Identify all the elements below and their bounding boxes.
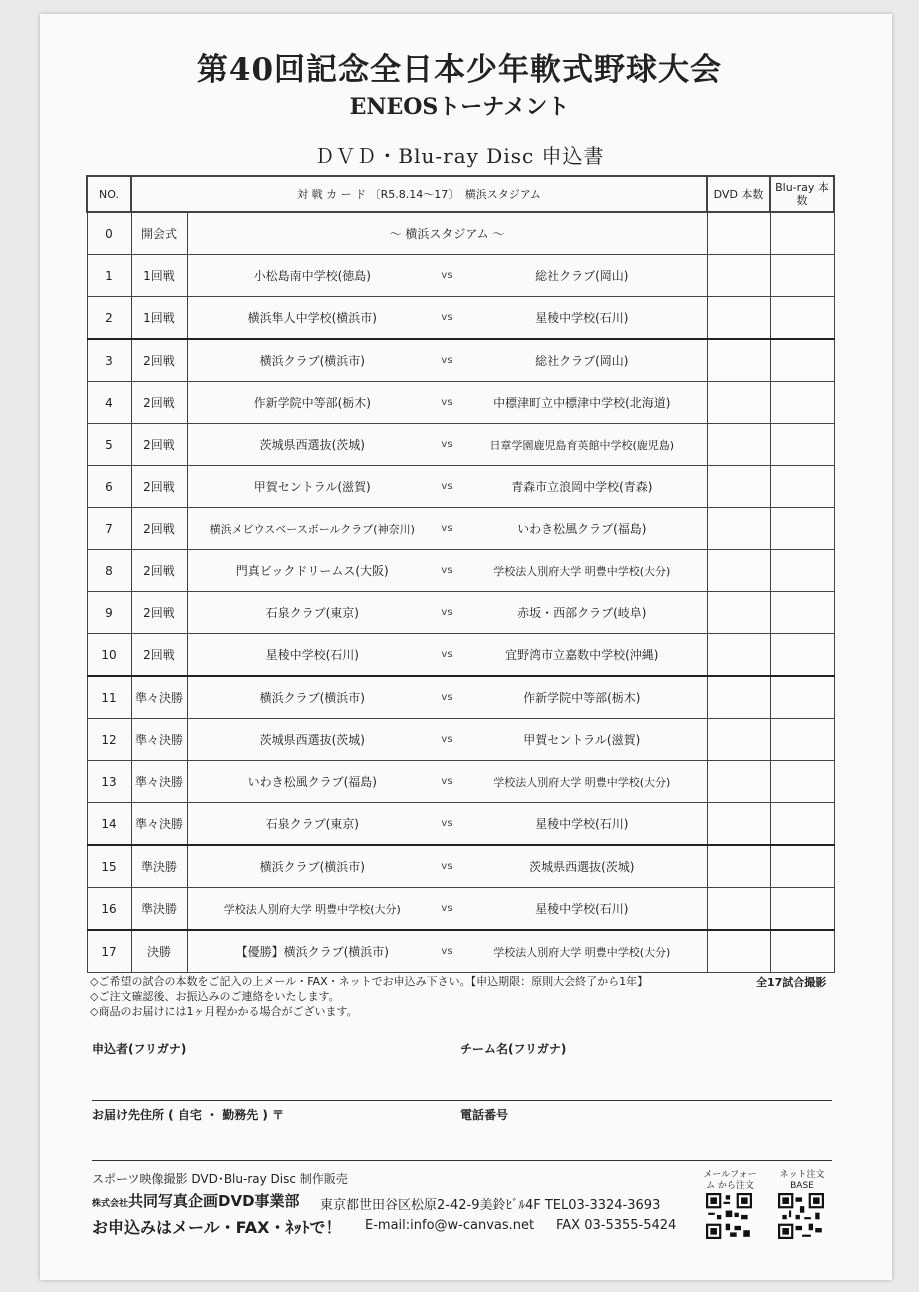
table-row — [87, 297, 834, 340]
row-number: 7 — [87, 508, 131, 550]
header-no: NO. — [87, 176, 131, 212]
round-label: 準々決勝 — [131, 761, 187, 803]
bluray-quantity-cell[interactable] — [770, 550, 834, 592]
team-a: 学校法人別府大学 明豊中学校(大分) — [187, 888, 437, 931]
row-number: 3 — [87, 339, 131, 382]
table-row — [87, 255, 834, 297]
team-a: 横浜クラブ(横浜市) — [187, 845, 437, 888]
bluray-quantity-cell[interactable] — [770, 382, 834, 424]
dvd-quantity-cell[interactable] — [707, 508, 770, 550]
table-row — [87, 719, 834, 761]
vs-label: vs — [437, 888, 457, 931]
bluray-quantity-cell[interactable] — [770, 255, 834, 297]
company-label: 共同写真企画DVD事業部 — [128, 1192, 300, 1210]
round-label: 1回戦 — [131, 255, 187, 297]
team-a: いわき松風クラブ(福島) — [187, 761, 437, 803]
bluray-quantity-cell[interactable] — [770, 676, 834, 719]
round-label: 準々決勝 — [131, 803, 187, 846]
order-cta: お申込みはメール・FAX・ﾈｯﾄで！ — [92, 1218, 342, 1237]
team-a: 【優勝】横浜クラブ(横浜市) — [187, 930, 437, 973]
table-row — [87, 339, 834, 382]
team-a: 横浜メビウスベースボールクラブ(神奈川) — [187, 508, 437, 550]
table-row — [87, 888, 834, 931]
round-label: 2回戦 — [131, 634, 187, 677]
vs-label: vs — [437, 845, 457, 888]
row-number: 17 — [87, 930, 131, 973]
team-a: 星稜中学校(石川) — [187, 634, 437, 677]
bluray-quantity-cell[interactable] — [770, 930, 834, 973]
row-number: 13 — [87, 761, 131, 803]
row-number: 10 — [87, 634, 131, 677]
bluray-quantity-cell[interactable] — [770, 466, 834, 508]
team-a: 横浜隼人中学校(横浜市) — [187, 297, 437, 340]
dvd-quantity-cell[interactable] — [707, 382, 770, 424]
table-row — [87, 634, 834, 677]
vs-label: vs — [437, 508, 457, 550]
row-number: 11 — [87, 676, 131, 719]
vs-label: vs — [437, 676, 457, 719]
table-row — [87, 466, 834, 508]
table-row — [87, 212, 834, 255]
dvd-quantity-cell[interactable] — [707, 592, 770, 634]
round-label: 2回戦 — [131, 382, 187, 424]
round-label: 開会式 — [131, 212, 187, 255]
dvd-quantity-cell[interactable] — [707, 466, 770, 508]
note-line-1: ◇ご希望の試合の本数をご記入の上メール・FAX・ネットでお申込み下さい。【申込期限：原則大会終了から1年】 — [90, 975, 649, 988]
dvd-quantity-cell[interactable] — [707, 339, 770, 382]
dvd-quantity-cell[interactable] — [707, 297, 770, 340]
notes — [90, 974, 648, 1019]
row-number: 0 — [87, 212, 131, 255]
phone-label: 電話番号 — [460, 1108, 509, 1122]
divider-line — [92, 1100, 832, 1101]
email-address[interactable]: E-mail:info@w-canvas.net — [365, 1218, 535, 1233]
qr1-label: メールフォーム から注文 — [703, 1170, 757, 1191]
divider-line-2 — [92, 1160, 832, 1161]
round-label: 準決勝 — [131, 845, 187, 888]
table-row — [87, 382, 834, 424]
row-number: 16 — [87, 888, 131, 931]
company-name — [92, 1190, 300, 1211]
opening-venue: 〜 横浜スタジアム 〜 — [187, 212, 707, 255]
header-bluray: Blu-ray 本数 — [770, 176, 834, 212]
vs-label: vs — [437, 297, 457, 340]
dvd-quantity-cell[interactable] — [707, 930, 770, 973]
company-address: 東京都世田谷区松原2-42-9美鈴ﾋﾞﾙ4F TEL03-3324-3693 — [320, 1198, 661, 1213]
team-b: 日章学園鹿児島育英館中学校(鹿児島) — [457, 424, 707, 466]
team-b: 中標津町立中標津中学校(北海道) — [457, 382, 707, 424]
dvd-quantity-cell[interactable] — [707, 550, 770, 592]
bluray-quantity-cell[interactable] — [770, 424, 834, 466]
team-a: 横浜クラブ(横浜市) — [187, 676, 437, 719]
round-label: 2回戦 — [131, 508, 187, 550]
total-games-note: 全17試合撮影 — [756, 976, 827, 989]
bluray-quantity-cell[interactable] — [770, 719, 834, 761]
row-number: 8 — [87, 550, 131, 592]
footer-tagline: スポーツ映像撮影 DVD･Blu-ray Disc 制作販売 — [92, 1172, 348, 1186]
team-b: いわき松風クラブ(福島) — [457, 508, 707, 550]
vs-label: vs — [437, 255, 457, 297]
round-label: 決勝 — [131, 930, 187, 973]
bluray-quantity-cell[interactable] — [770, 761, 834, 803]
dvd-quantity-cell[interactable] — [707, 255, 770, 297]
dvd-quantity-cell[interactable] — [707, 845, 770, 888]
team-a: 門真ビックドリームス(大阪) — [187, 550, 437, 592]
table-row — [87, 676, 834, 719]
note-line-3: ◇商品のお届けには1ヶ月程かかる場合がございます。 — [90, 1005, 358, 1018]
vs-label: vs — [437, 761, 457, 803]
team-a: 作新学院中等部(栃木) — [187, 382, 437, 424]
dvd-quantity-cell[interactable] — [707, 803, 770, 846]
mailform-qr-icon[interactable] — [706, 1193, 752, 1239]
table-row — [87, 550, 834, 592]
dvd-quantity-cell[interactable] — [707, 888, 770, 931]
note-line-2: ◇ご注文確認後、お振込みのご連絡をいたします。 — [90, 990, 340, 1003]
bluray-quantity-cell[interactable] — [770, 845, 834, 888]
team-b: 総社クラブ(岡山) — [457, 255, 707, 297]
page-title: 第40回記念全日本少年軟式野球大会 — [196, 52, 723, 88]
row-number: 6 — [87, 466, 131, 508]
round-label: 2回戦 — [131, 339, 187, 382]
vs-label: vs — [437, 424, 457, 466]
table-row — [87, 508, 834, 550]
team-b: 茨城県西選抜(茨城) — [457, 845, 707, 888]
qr2-label: ネット注文 BASE — [779, 1170, 825, 1191]
team-b: 宜野湾市立嘉数中学校(沖縄) — [457, 634, 707, 677]
bluray-quantity-cell[interactable] — [770, 634, 834, 677]
dvd-quantity-cell[interactable] — [707, 212, 770, 255]
form-title: ＤＶＤ・Blu-ray Disc 申込書 — [314, 144, 605, 168]
team-b: 学校法人別府大学 明豊中学校(大分) — [457, 930, 707, 973]
bluray-quantity-cell[interactable] — [770, 888, 834, 931]
dvd-quantity-cell[interactable] — [707, 761, 770, 803]
row-number: 14 — [87, 803, 131, 846]
dvd-quantity-cell[interactable] — [707, 676, 770, 719]
row-number: 9 — [87, 592, 131, 634]
header-card: 対 戦 カ ー ド 〔R5.8.14〜17〕 横浜スタジアム — [131, 176, 707, 212]
order-table — [86, 175, 835, 973]
row-number: 15 — [87, 845, 131, 888]
table-row — [87, 424, 834, 466]
team-b: 総社クラブ(岡山) — [457, 339, 707, 382]
vs-label: vs — [437, 719, 457, 761]
team-b: 星稜中学校(石川) — [457, 803, 707, 846]
team-b: 学校法人別府大学 明豊中学校(大分) — [457, 550, 707, 592]
vs-label: vs — [437, 930, 457, 973]
dvd-quantity-cell[interactable] — [707, 634, 770, 677]
bluray-quantity-cell[interactable] — [770, 297, 834, 340]
team-a: 横浜クラブ(横浜市) — [187, 339, 437, 382]
bluray-quantity-cell[interactable] — [770, 339, 834, 382]
team-a: 石泉クラブ(東京) — [187, 803, 437, 846]
dvd-quantity-cell[interactable] — [707, 424, 770, 466]
vs-label: vs — [437, 466, 457, 508]
vs-label: vs — [437, 339, 457, 382]
address-label: お届け先住所 ( 自宅 ・ 勤務先 ) 〒 — [92, 1108, 285, 1122]
table-row — [87, 803, 834, 846]
team-b: 学校法人別府大学 明豊中学校(大分) — [457, 761, 707, 803]
vs-label: vs — [437, 550, 457, 592]
team-b: 作新学院中等部(栃木) — [457, 676, 707, 719]
team-label: チーム名(フリガナ) — [460, 1042, 567, 1056]
table-row — [87, 761, 834, 803]
vs-label: vs — [437, 382, 457, 424]
vs-label: vs — [437, 634, 457, 677]
base-qr-icon[interactable] — [778, 1193, 824, 1239]
bluray-quantity-cell[interactable] — [770, 508, 834, 550]
row-number: 5 — [87, 424, 131, 466]
team-a: 石泉クラブ(東京) — [187, 592, 437, 634]
round-label: 準々決勝 — [131, 719, 187, 761]
round-label: 1回戦 — [131, 297, 187, 340]
team-b: 星稜中学校(石川) — [457, 888, 707, 931]
team-b: 星稜中学校(石川) — [457, 297, 707, 340]
vs-label: vs — [437, 592, 457, 634]
table-row — [87, 930, 834, 973]
team-a: 小松島南中学校(徳島) — [187, 255, 437, 297]
round-label: 準々決勝 — [131, 676, 187, 719]
team-a: 茨城県西選抜(茨城) — [187, 719, 437, 761]
header-dvd: DVD 本数 — [707, 176, 770, 212]
round-label: 準決勝 — [131, 888, 187, 931]
vs-label: vs — [437, 803, 457, 846]
applicant-label: 申込者(フリガナ) — [92, 1042, 187, 1056]
dvd-quantity-cell[interactable] — [707, 719, 770, 761]
table-row — [87, 592, 834, 634]
team-a: 甲賀セントラル(滋賀) — [187, 466, 437, 508]
round-label: 2回戦 — [131, 550, 187, 592]
bluray-quantity-cell[interactable] — [770, 592, 834, 634]
fax-number: FAX 03-5355-5424 — [556, 1218, 677, 1233]
page-subtitle: ENEOSトーナメント — [349, 94, 570, 120]
round-label: 2回戦 — [131, 424, 187, 466]
team-a: 茨城県西選抜(茨城) — [187, 424, 437, 466]
row-number: 1 — [87, 255, 131, 297]
bluray-quantity-cell[interactable] — [770, 803, 834, 846]
team-b: 赤坂・西部クラブ(岐阜) — [457, 592, 707, 634]
bluray-quantity-cell[interactable] — [770, 212, 834, 255]
round-label: 2回戦 — [131, 466, 187, 508]
team-b: 甲賀セントラル(滋賀) — [457, 719, 707, 761]
team-b: 青森市立浪岡中学校(青森) — [457, 466, 707, 508]
company-prefix: 株式会社 — [92, 1199, 129, 1209]
row-number: 12 — [87, 719, 131, 761]
table-row — [87, 845, 834, 888]
round-label: 2回戦 — [131, 592, 187, 634]
row-number: 2 — [87, 297, 131, 340]
row-number: 4 — [87, 382, 131, 424]
